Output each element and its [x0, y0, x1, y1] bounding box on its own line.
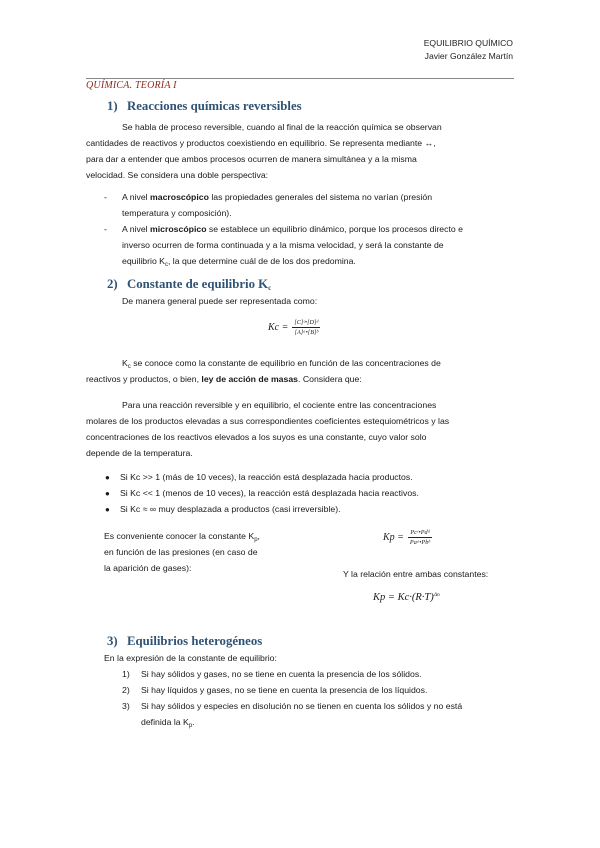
kp-kc-relation-formula: $Kp = Kc\cdot(R\cdot T)^{\Delta n}$ — [373, 592, 440, 603]
list-dash: - — [104, 224, 107, 234]
microscopic-item-line-2: inverso ocurren de forma continuada y a la misma velocidad, y será la constante de — [122, 240, 444, 250]
section-3-intro: En la expresión de la constante de equilibrio: — [104, 653, 277, 663]
equilibrium-paragraph-line-2: molares de los productos elevadas a sus correspondientes coeficientes estequiométricos y las — [86, 416, 450, 426]
bullet-icon: ● — [105, 489, 110, 498]
kc-bullet-1: Si Kc >> 1 (más de 10 veces), la reacción está desplazada hacia productos. — [120, 472, 413, 482]
kc-formula: Kc = $\frac{\text{[C]ᶜ•[D]ᵈ}}{\text{[A]ᵃ•[B]ᵇ}}$ — [268, 319, 319, 336]
section-1-intro-line-1: Se habla de proceso reversible, cuando al final de la reacción química se observan — [122, 122, 442, 132]
equilibrium-paragraph-line-1: Para una reacción reversible y en equilibrio, el cociente entre las concentraciones — [122, 400, 437, 410]
section-1-intro-line-4: velocidad. Se considera una doble perspectiva: — [86, 170, 269, 180]
section-1-intro-line-2: cantidades de reactivos y productos coexistiendo en equilibrio. Se representa mediante ↔, — [86, 138, 436, 148]
macroscopic-item-line-1: A nivel macroscópico las propiedades generales del sistema no varían (presión — [122, 192, 433, 202]
section-1-number: 1) — [107, 99, 118, 113]
section-2-intro: De manera general puede ser representada como: — [122, 296, 318, 306]
equilibrium-paragraph-line-3: concentraciones de los reactivos elevados a los suyos es una constante, cuyo valor solo — [86, 432, 427, 442]
bullet-icon: ● — [105, 505, 110, 514]
relation-text: Y la relación entre ambas constantes: — [343, 569, 489, 579]
section-1-title: Reacciones químicas reversibles — [127, 99, 302, 113]
macroscopic-term: macroscópico — [150, 192, 209, 202]
section-2-title: Constante de equilibrio K — [127, 277, 269, 291]
microscopic-item-line-3: equilibrio $K_c$, la que determine cuál de de los dos predomina. — [122, 256, 356, 268]
document-title: QUÍMICA. TEORÍA I — [86, 80, 177, 91]
bullet-icon: ● — [105, 473, 110, 482]
section-3-heading — [107, 634, 262, 649]
section-3-number: 3) — [107, 634, 118, 648]
mass-action-law-term: ley de acción de masas — [201, 374, 299, 384]
header-author: Javier González Martín — [424, 51, 513, 61]
section-2-heading: 2) Constante de equilibrio $K_c$ — [107, 277, 272, 292]
section-3-title: Equilibrios heterogéneos — [127, 634, 263, 648]
equilibrium-paragraph-line-4: depende de la temperatura. — [86, 448, 193, 458]
kc-bullet-3: Si Kc ≈ ∞ muy desplazada a productos (casi irreversible). — [120, 504, 341, 514]
kc-definition-line-1: $K_c$ se conoce como la constante de equilibrio en función de las concentraciones de — [122, 358, 441, 370]
heterogeneous-item-3: Si hay sólidos y especies en disolución no se tienen en cuenta los sólidos y no está — [141, 701, 463, 711]
section-1-intro-line-3: para dar a entender que ambos procesos ocurren de manera simultánea y a la misma — [86, 154, 417, 164]
kp-text-line-2: en función de las presiones (en caso de — [104, 547, 258, 557]
microscopic-item-line-1: A nivel microscópico se establece un equilibrio dinámico, porque los procesos directo e — [122, 224, 463, 234]
list-number: 3) — [122, 701, 130, 711]
list-dash: - — [104, 192, 107, 202]
heterogeneous-item-2: Si hay líquidos y gases, no se tiene en cuenta la presencia de los líquidos. — [141, 685, 428, 695]
section-2-number: 2) — [107, 277, 118, 291]
heterogeneous-item-1: Si hay sólidos y gases, no se tiene en cuenta la presencia de los sólidos. — [141, 669, 422, 679]
kc-definition-line-2: reactivos y productos, o bien, ley de acción de masas. Considera que: — [86, 374, 362, 384]
heterogeneous-item-3-line-2: definida la $K_p$. — [141, 717, 195, 729]
header-divider — [86, 78, 514, 79]
kp-text-line-1: Es conveniente conocer la constante $K_p$, — [104, 531, 260, 543]
section-1-heading — [107, 99, 302, 114]
list-number: 1) — [122, 669, 130, 679]
macroscopic-item-line-2: temperatura y composición). — [122, 208, 232, 218]
microscopic-term: microscópico — [150, 224, 207, 234]
kc-bullet-2: Si Kc << 1 (menos de 10 veces), la reacción está desplazada hacia reactivos. — [120, 488, 419, 498]
list-number: 2) — [122, 685, 130, 695]
header-title: EQUILIBRIO QUÍMICO — [423, 38, 513, 48]
kp-text-line-3: la aparición de gases): — [104, 563, 192, 573]
kp-formula: Kp = $\frac{\text{Pcᶜ•Pdᵈ}}{\text{Paᵃ•Pbᵇ}}$ — [383, 529, 430, 546]
